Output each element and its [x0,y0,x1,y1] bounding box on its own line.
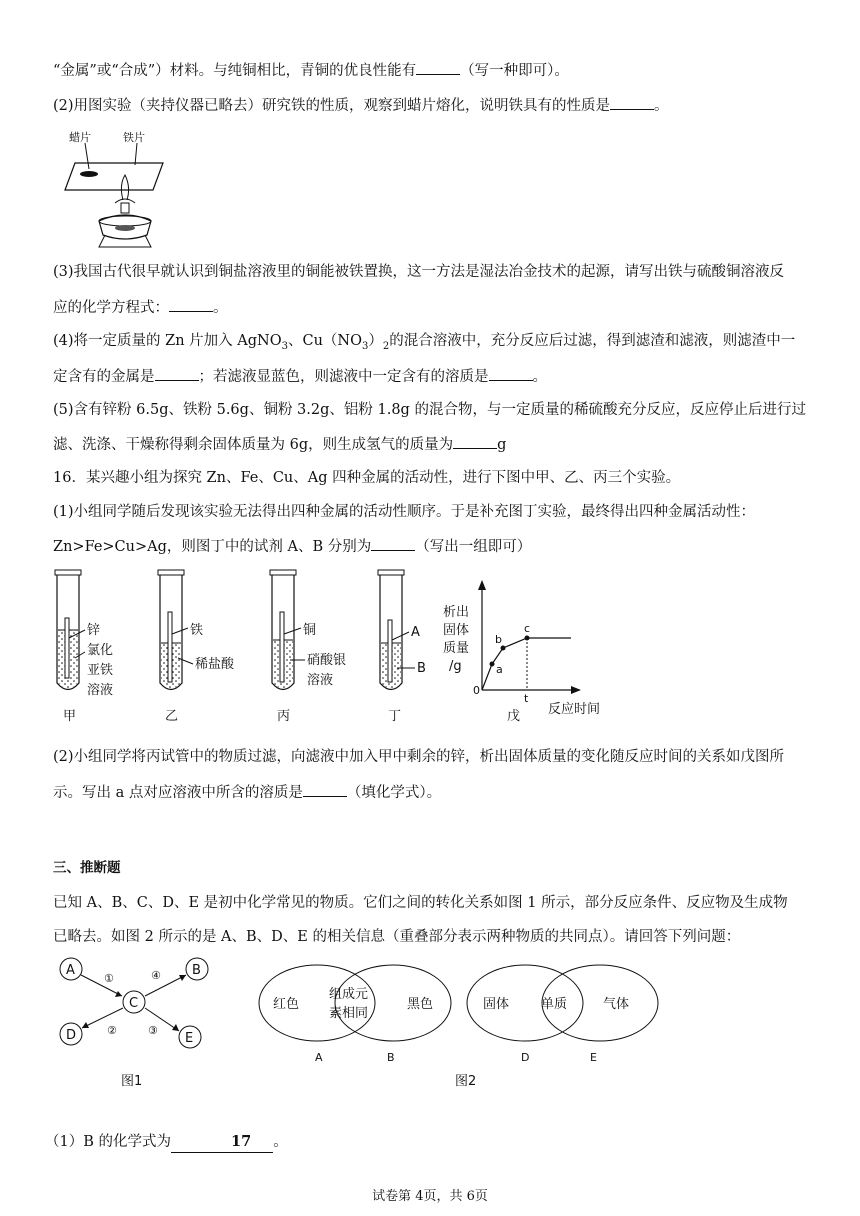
line-text: 、Cu（NO [287,333,362,349]
section-title: 三、推断题 [53,860,121,876]
venn-set-label: E [590,1051,597,1064]
answer-blank[interactable] [371,536,415,551]
text-line-16 [45,1132,288,1153]
answer-blank[interactable] [169,297,213,312]
subscript: 2 [382,340,390,352]
graph-caption: 戊 [507,709,521,723]
text-line-12 [53,747,784,767]
step-label: ① [104,972,114,985]
tube-caption: 乙 [165,709,179,723]
node-d [60,1023,82,1045]
tube-label: 氯化 [87,643,114,658]
tube-label: A [411,625,420,640]
answer-blank[interactable] [610,95,654,110]
line-text: (4)将一定质量的 Zn 片加入 AgNO [53,333,282,349]
venn-left [259,965,451,1064]
text-line-8 [53,434,506,455]
node-a [60,958,82,980]
line-text: (2)小组同学将丙试管中的物质过滤，向滤液中加入甲中剩余的锌，析出固体质量的变化随反应时间的关系如戊图所 [53,749,785,765]
line-text: “金属”或“合成”）材料。与纯铜相比，青铜的优良性能有 [53,63,417,79]
step-label: ③ [148,1024,158,1037]
graph-origin: 0 [473,684,480,697]
tube-label: 稀盐酸 [195,657,235,672]
text-line-9 [53,468,680,488]
graph-t-label: t [524,692,529,705]
line-text: 已知 A、B、C、D、E 是初中化学常见的物质。它们之间的转化关系如图 1 所示，部分反应条件、反应物及生成物 [53,895,788,911]
answer-blank[interactable] [416,60,460,75]
venn-set-label: B [387,1051,395,1064]
line-text: 。 [654,98,669,114]
wax-label: 蜡片 [69,131,91,144]
tube-ding [378,570,426,723]
tube-label: 硝酸银 [307,653,347,668]
text-line-7 [53,400,806,420]
subscript: 3 [281,340,288,352]
line-text: （写一种即可）。 [460,63,569,79]
tube-yi [158,570,235,723]
point-b [501,646,506,651]
line-text: （填化学式）。 [346,785,442,801]
line-text: (1)小组同学随后发现该实验无法得出四种金属的活动性顺序。于是补充图丁实验，最终得出四种金属活动性： [53,504,756,520]
text-line-11 [53,536,531,557]
wax-piece [80,171,98,177]
node-c [123,991,145,1013]
venn-right [467,965,658,1064]
tube-caption: 丙 [277,709,291,723]
tube-caption: 丁 [388,709,402,723]
tube-label: 溶液 [87,683,114,698]
text-line-4 [53,297,228,318]
step-label: ② [107,1024,117,1037]
tube-caption: 甲 [63,709,77,723]
line-text: 应的化学方程式： [53,300,169,316]
point-label: a [496,663,503,676]
venn-label: 组成元 [329,987,369,1002]
line-text: 的混合溶液中，充分反应后过滤，得到滤渣和滤液，则滤渣中一 [389,333,796,349]
answer-blank[interactable] [489,366,533,381]
line-text: (5)含有锌粉 6.5g、铁粉 5.6g、铜粉 3.2g、铝粉 1.8g 的混合物，与一定质量的稀硫酸充分反应，反应停止后进行过 [53,402,806,418]
line-text: (2)用图实验（夹持仪器已略去）研究铁的性质，观察到蜡片熔化，说明铁具有的性质是 [53,98,611,114]
venn-label: 素相同 [329,1006,369,1021]
node-label: E [185,1031,194,1046]
answer-blank[interactable] [453,434,497,449]
text-line-10 [53,502,755,522]
graph-ylabel: 质量 [443,641,470,656]
answer-blank[interactable] [155,366,199,381]
line-text: 。 [213,300,228,316]
venn-label: 黑色 [407,997,434,1012]
tube-label: 铁 [190,623,204,638]
point-label: c [524,622,531,635]
line-text: 。 [273,1134,288,1150]
answer-blank[interactable] [303,782,347,797]
line-text: ；若滤液显蓝色，则滤液中一定含有的溶质是 [198,369,489,385]
venn-set-label: D [521,1051,530,1064]
tube-label: B [417,661,426,676]
subscript: 3 [362,340,369,352]
text-line-6 [53,366,547,387]
figure-caption: 图2 [455,1074,477,1089]
line-text: （写出一组即可） [415,539,532,555]
line-text: 示。写出 a 点对应溶液中所含的溶质是 [53,785,303,801]
venn-set-label: A [315,1051,323,1064]
text-line-14 [53,893,788,913]
point-c [525,636,530,641]
point-label: b [495,633,502,646]
text-line-5 [53,331,795,357]
node-label: A [66,963,75,978]
tube-label: 锌 [87,623,101,638]
line-text: Zn>Fe>Cu>Ag，则图丁中的试剂 A、B 分别为 [53,539,372,555]
node-label: D [66,1028,77,1043]
text-line-13 [53,782,441,803]
graph-ylabel: 固体 [443,623,470,638]
figure-2-venn [255,955,685,1090]
line-text: g [497,437,507,453]
answer-field[interactable]: 17 [171,1132,273,1153]
line-text: ） [368,333,383,349]
tube-label: 溶液 [307,673,334,688]
page-footer: 试卷第 4页，共 6页 [372,1189,488,1204]
venn-label: 固体 [483,997,510,1012]
test-tubes-figure [45,568,625,723]
node-label: B [192,963,201,978]
step-label: ④ [151,969,161,982]
line-text: 滤、洗涤、干燥称得剩余固体质量为 6g，则生成氢气的质量为 [53,437,454,453]
text-line-2 [53,95,669,116]
line-text: 已略去。如图 2 所示的是 A、B、D、E 的相关信息（重叠部分表示两种物质的共同点）。请回答下列问题： [53,929,741,945]
iron-label: 铁片 [123,131,145,144]
tube-label: 亚铁 [87,663,114,678]
node-b [186,958,208,980]
figure-caption: 图1 [121,1074,143,1089]
text-line-15 [53,927,740,947]
tube-bing [270,570,346,723]
venn-label: 红色 [273,997,300,1012]
graph-xlabel: 反应时间 [548,702,601,717]
graph-ylabel: 析出 [443,605,470,620]
tube-jia [55,570,113,723]
line-text: (3)我国古代很早就认识到铜盐溶液里的铜能被铁置换，这一方法是湿法冶金技术的起源，请写出铁与硫酸铜溶液反 [53,264,785,280]
graph-wu [443,580,600,723]
figure-1-diagram [55,955,225,1090]
line-text: 16．某兴趣小组为探究 Zn、Fe、Cu、Ag 四种金属的活动性，进行下图中甲、乙、丙三个实验。 [53,470,681,486]
line-text: 。 [532,369,547,385]
candle-iron-figure [55,125,165,255]
line-text: （1）B 的化学式为 [45,1134,171,1150]
graph-ylabel: /g [449,659,462,674]
venn-label: 单质 [541,997,568,1012]
venn-label: 气体 [603,997,630,1012]
node-e [179,1026,201,1048]
line-text: 定含有的金属是 [53,369,155,385]
text-line-3 [53,262,784,282]
node-label: C [129,996,139,1011]
tube-label: 铜 [303,623,317,638]
point-a [490,662,495,667]
text-line-1 [53,60,569,81]
